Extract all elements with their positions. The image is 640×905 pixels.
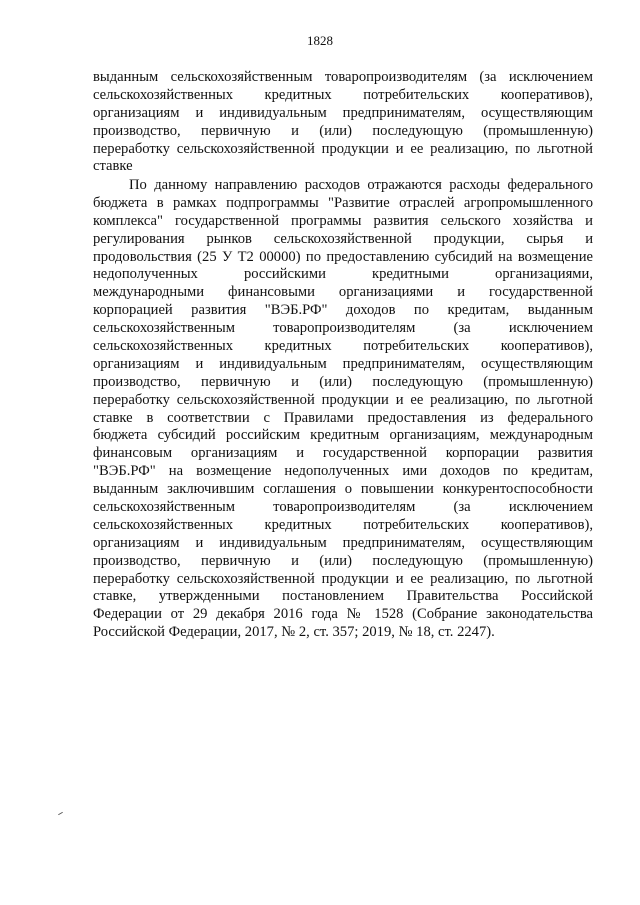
text-line: ставке [93,158,133,175]
text-line: продовольствия (25 У Т2 00000) по предоставлению субсидий на возмещение [93,248,593,265]
text-line: переработку сельскохозяйственной продукции и ее реализацию, по льготной [93,140,593,157]
text-line: производство, первичную и (или) последующую (промышленную) [93,373,593,390]
text-line: сельскохозяйственным товаропроизводителям (за исключением [93,499,593,516]
text-line: международными финансовыми организациями и государственной [93,284,593,301]
text-line: выданным заключившим соглашения о повышении конкурентоспособности [93,481,593,498]
text-line: выданным сельскохозяйственным товаропроизводителям (за исключением [93,69,593,85]
text-line: сельскохозяйственных кредитных потребительских кооперативов), [93,338,593,355]
text-line: комплекса" государственной программы развития сельского хозяйства и [93,212,593,229]
text-line: "ВЭБ.РФ" на возмещение недополученных ими доходов по кредитам, [93,463,593,480]
page-number: 1828 [307,33,333,48]
text-line: производство, первичную и (или) последующую (промышленную) [93,552,593,569]
text-line: организациям и индивидуальным предпринимателям, осуществляющим [93,104,593,121]
text-line: организациям и индивидуальным предпринимателям, осуществляющим [93,534,593,551]
paragraph-expense-description [93,177,593,642]
text-line: По данному направлению расходов отражаются расходы федерального [129,177,593,193]
paragraph-continuation [93,69,593,176]
text-line: регулирования рынков сельскохозяйственной продукции, сырья и [93,230,593,247]
text-line: ставке в соответствии с Правилами предоставления из федерального [93,409,593,426]
text-line: финансовым организациям и государственной корпорации развития [93,445,593,462]
text-line: сельскохозяйственным товаропроизводителям (за исключением [93,320,593,337]
text-line: организациям и индивидуальным предпринимателям, осуществляющим [93,355,593,372]
text-line: корпорацией развития "ВЭБ.РФ" доходов по кредитам, выданным [93,302,593,319]
text-line: производство, первичную и (или) последующую (промышленную) [93,122,593,139]
text-line: сельскохозяйственных кредитных потребительских кооперативов), [93,86,593,103]
text-line: Федерации от 29 декабря 2016 года № 1528 (Собрание законодательства [93,606,593,623]
text-line: Российской Федерации, 2017, № 2, ст. 357; 2019, № 18, ст. 2247). [93,624,495,641]
scan-artifact-mark [58,812,63,815]
text-line: бюджета в рамках подпрограммы "Развитие отраслей агропромышленного [93,194,593,211]
text-line: недополученных российскими кредитными организациями, [93,266,593,283]
text-line: ставке, утвержденными постановлением Правительства Российской [93,588,593,605]
text-line: переработку сельскохозяйственной продукции и ее реализацию, по льготной [93,570,593,587]
text-line: переработку сельскохозяйственной продукции и ее реализацию, по льготной [93,391,593,408]
text-line: бюджета субсидий российским кредитным организациям, международным [93,427,593,444]
text-line: сельскохозяйственных кредитных потребительских кооперативов), [93,516,593,533]
